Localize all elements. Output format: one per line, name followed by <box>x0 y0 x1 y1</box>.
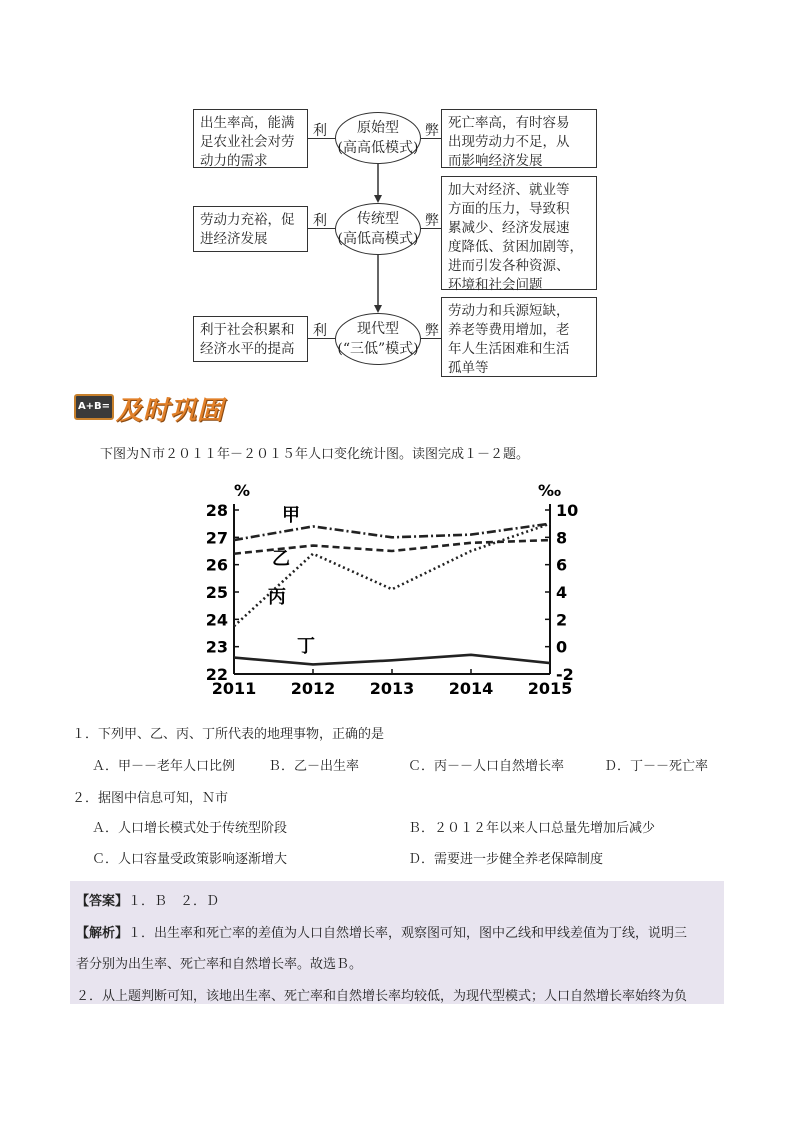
question-intro: 下图为Ｎ市２０１１年－２０１５年人口变化统计图。读图完成１－２题。 <box>100 447 530 462</box>
question-1-option-b[interactable]: Ｂ．乙－出生率 <box>268 759 360 774</box>
row3-left-line: 利于社会积累和 <box>200 322 295 338</box>
arrow-down-icon <box>374 305 382 313</box>
analysis-text-3: ２．从上题判断可知，该地出生率、死亡率和自然增长率均较低，为现代型模式；人口自然增长率始终为负 <box>76 989 688 1004</box>
left-tick-label: 26 <box>205 555 228 575</box>
question-1-stem: １．下列甲、乙、丙、丁所代表的地理事物，正确的是 <box>72 727 385 742</box>
row1-right-line: 出现劳动力不足，从 <box>448 134 570 150</box>
row2-right-line: 进而引发各种资源、 <box>448 258 570 274</box>
row2-left-line: 进经济发展 <box>200 231 268 247</box>
analysis-line-1 <box>76 922 687 941</box>
question-1-option-c[interactable]: Ｃ．丙－－人口自然增长率 <box>408 759 565 774</box>
right-tick-label: 10 <box>556 501 579 520</box>
right-tick-label: 0 <box>556 637 568 657</box>
left-tick-label: 25 <box>205 583 228 602</box>
question-1-option-d[interactable]: Ｄ．丁－－死亡率 <box>604 759 709 774</box>
row1-model-ellipse <box>335 112 421 164</box>
row1-left-line: 足农业社会对劳 <box>200 134 295 150</box>
model-name: 现代型 <box>357 321 399 337</box>
population-line-chart <box>200 478 590 710</box>
row2-disadvantage-box <box>441 176 597 293</box>
row1-li-label: 利 <box>313 123 327 139</box>
row3-advantage-box <box>193 316 308 362</box>
model-pattern: (高低高模式) <box>337 231 419 247</box>
row1-disadvantage-box <box>441 109 597 168</box>
series-label: 乙 <box>272 548 290 570</box>
row2-right-line: 方面的压力，导致积 <box>448 201 570 217</box>
row1-left-line: 出生率高，能满 <box>200 115 295 131</box>
row3-left-line: 经济水平的提高 <box>200 341 295 357</box>
x-tick-label: 2012 <box>290 679 336 698</box>
badge-icon: A+B= <box>74 394 114 420</box>
row2-right-line: 环境和社会问题 <box>448 277 543 293</box>
row2-right-line: 累减少、经济发展速 <box>448 220 570 236</box>
model-pattern: (高高低模式) <box>337 140 419 156</box>
row2-left-line: 劳动力充裕，促 <box>200 212 295 228</box>
question-2-option-c[interactable]: Ｃ．人口容量受政策影响逐渐增大 <box>92 852 288 867</box>
right-unit-label: ‰ <box>538 481 562 500</box>
model-name: 原始型 <box>357 120 399 136</box>
answer-value: １．Ｂ ２．Ｄ <box>128 894 220 909</box>
row3-right-line: 孤单等 <box>448 360 489 376</box>
series-label: 甲 <box>282 504 300 526</box>
left-tick-label: 22 <box>205 665 228 684</box>
model-pattern: (“三低”模式) <box>337 341 419 357</box>
row3-right-line: 劳动力和兵源短缺， <box>448 303 570 319</box>
x-tick-label: 2011 <box>211 679 257 698</box>
row3-right-line: 年人生活困难和生活 <box>448 341 570 357</box>
analysis-text-1: １．出生率和死亡率的差值为人口自然增长率，观察图可知，图中乙线和甲线差值为丁线，说明三 <box>128 926 688 941</box>
analysis-text-2: 者分别为出生率、死亡率和自然增长率。故选Ｂ。 <box>76 957 363 972</box>
x-tick-label: 2015 <box>527 679 573 698</box>
section-banner <box>74 390 674 424</box>
row3-model-ellipse <box>335 313 421 365</box>
question-2-stem: ２．据图中信息可知，Ｎ市 <box>72 791 229 806</box>
row2-li-label: 利 <box>313 213 327 229</box>
right-tick-label: 4 <box>556 583 568 602</box>
row2-right-line: 度降低、贫困加剧等， <box>448 239 583 255</box>
series-label: 丁 <box>297 636 315 658</box>
row1-bi-label: 弊 <box>425 123 439 139</box>
left-tick-label: 24 <box>205 610 228 630</box>
series-line-丙 <box>234 524 550 627</box>
question-2-option-d[interactable]: Ｄ．需要进一步健全养老保障制度 <box>408 852 604 867</box>
row1-right-line: 而影响经济发展 <box>448 153 543 169</box>
row3-right-line: 养老等费用增加，老 <box>448 322 570 338</box>
analysis-label: 【解析】 <box>76 926 129 941</box>
x-tick-label: 2014 <box>448 679 494 698</box>
left-tick-label: 23 <box>205 637 228 657</box>
flow-arrows <box>368 164 388 314</box>
right-tick-label: 8 <box>556 528 568 548</box>
row1-right-line: 死亡率高，有时容易 <box>448 115 570 131</box>
series-line-甲 <box>234 524 550 540</box>
left-tick-label: 27 <box>205 528 228 548</box>
row1-left-line: 动力的需求 <box>200 153 268 169</box>
series-line-丁 <box>234 655 550 665</box>
row2-advantage-box <box>193 206 308 252</box>
row1-advantage-box <box>193 109 308 168</box>
left-tick-label: 28 <box>205 501 228 520</box>
answer-line <box>76 890 219 909</box>
x-tick-label: 2013 <box>369 679 415 698</box>
arrow-down-icon <box>374 195 382 203</box>
question-2-option-a[interactable]: Ａ．人口增长模式处于传统型阶段 <box>92 821 288 836</box>
right-tick-label: 2 <box>556 610 568 630</box>
model-name: 传统型 <box>357 211 399 227</box>
answer-label: 【答案】 <box>76 894 129 909</box>
row2-bi-label: 弊 <box>425 213 439 229</box>
row2-right-line: 加大对经济、就业等 <box>448 182 570 198</box>
question-1-option-a[interactable]: Ａ．甲－－老年人口比例 <box>92 759 236 774</box>
row3-bi-label: 弊 <box>425 323 439 339</box>
question-2-option-b[interactable]: Ｂ．２０１２年以来人口总量先增加后减少 <box>408 821 656 836</box>
row3-disadvantage-box <box>441 297 597 377</box>
right-tick-label: -2 <box>556 665 574 684</box>
row3-li-label: 利 <box>313 323 327 339</box>
right-tick-label: 6 <box>556 555 568 575</box>
left-unit-label: % <box>234 481 251 500</box>
series-label: 丙 <box>268 586 286 608</box>
section-title: 及时巩固 <box>116 396 225 426</box>
